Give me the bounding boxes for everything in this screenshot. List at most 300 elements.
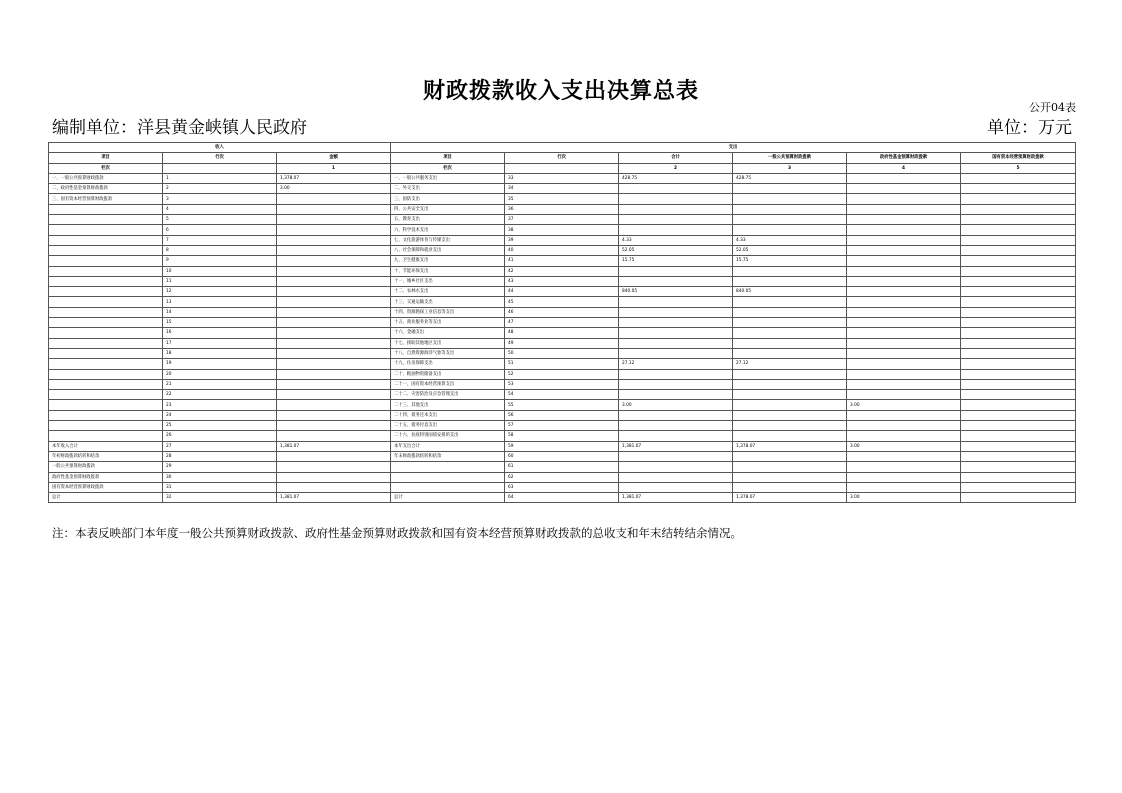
state-capital-cell — [961, 493, 1076, 503]
income-item-cell: 本年收入合计 — [49, 441, 163, 451]
table-row — [49, 225, 1076, 235]
state-capital-cell — [961, 225, 1076, 235]
expense-line-cell: 36 — [505, 204, 619, 214]
gov-fund-cell — [847, 369, 961, 379]
gov-fund-cell — [847, 245, 961, 255]
expense-item-cell — [391, 472, 505, 482]
total-cell: 840.05 — [619, 287, 733, 297]
general-budget-cell — [733, 410, 847, 420]
general-budget-cell — [733, 225, 847, 235]
expense-item-cell: 十七、援助其他地区支出 — [391, 338, 505, 348]
income-line-cell: 19 — [163, 359, 277, 369]
total-header: 合计 — [619, 153, 733, 163]
income-amount-cell — [277, 256, 391, 266]
expense-item-cell: 二十一、国有资本经营预算支出 — [391, 379, 505, 389]
state-capital-cell — [961, 379, 1076, 389]
expense-line-cell: 48 — [505, 328, 619, 338]
total-cell — [619, 266, 733, 276]
gov-fund-cell — [847, 297, 961, 307]
income-amount-cell — [277, 410, 391, 420]
total-cell — [619, 369, 733, 379]
income-amount-cell — [277, 328, 391, 338]
expense-item-cell: 总计 — [391, 493, 505, 503]
income-item-cell: 三、国有资本经营预算财政拨款 — [49, 194, 163, 204]
total-cell — [619, 482, 733, 492]
state-capital-cell — [961, 369, 1076, 379]
income-item-cell — [49, 318, 163, 328]
state-capital-cell — [961, 287, 1076, 297]
col-index-4: 4 — [847, 163, 961, 173]
state-capital-cell — [961, 451, 1076, 461]
income-item-cell: 年初财政拨款结转和结余 — [49, 451, 163, 461]
col-index-blank — [163, 163, 277, 173]
expense-item-cell: 二十三、其他支出 — [391, 400, 505, 410]
gov-fund-cell — [847, 184, 961, 194]
general-budget-cell — [733, 276, 847, 286]
total-cell — [619, 348, 733, 358]
income-line-cell: 1 — [163, 173, 277, 183]
state-capital-cell — [961, 338, 1076, 348]
table-row — [49, 194, 1076, 204]
page-title: 财政拨款收入支出决算总表 — [422, 78, 699, 104]
col-index-2: 2 — [619, 163, 733, 173]
general-budget-cell: 15.75 — [733, 256, 847, 266]
expense-item-cell: 五、教育支出 — [391, 215, 505, 225]
income-amount-cell — [277, 462, 391, 472]
income-item-cell — [49, 215, 163, 225]
state-capital-cell — [961, 245, 1076, 255]
expense-line-cell: 47 — [505, 318, 619, 328]
general-budget-cell: 428.75 — [733, 173, 847, 183]
total-cell: 15.75 — [619, 256, 733, 266]
state-capital-cell — [961, 472, 1076, 482]
income-line-cell: 8 — [163, 245, 277, 255]
state-capital-cell — [961, 194, 1076, 204]
state-capital-cell — [961, 184, 1076, 194]
state-capital-cell — [961, 318, 1076, 328]
income-item-cell — [49, 348, 163, 358]
gov-fund-cell — [847, 338, 961, 348]
expense-line-header: 行次 — [505, 153, 619, 163]
table-row — [49, 421, 1076, 431]
income-amount-cell — [277, 421, 391, 431]
expense-line-cell: 53 — [505, 379, 619, 389]
income-item-cell — [49, 287, 163, 297]
income-amount-cell — [277, 431, 391, 441]
total-cell — [619, 390, 733, 400]
general-budget-cell — [733, 369, 847, 379]
gov-fund-cell — [847, 379, 961, 389]
income-item-cell — [49, 328, 163, 338]
table-row — [49, 493, 1076, 503]
expense-line-cell: 59 — [505, 441, 619, 451]
table-row — [49, 297, 1076, 307]
income-line-cell: 5 — [163, 215, 277, 225]
gov-fund-cell — [847, 431, 961, 441]
total-cell: 4.33 — [619, 235, 733, 245]
gov-fund-cell — [847, 421, 961, 431]
total-cell — [619, 307, 733, 317]
gov-fund-cell — [847, 235, 961, 245]
expense-item-cell: 六、科学技术支出 — [391, 225, 505, 235]
gov-fund-cell — [847, 451, 961, 461]
income-line-cell: 7 — [163, 235, 277, 245]
income-item-cell — [49, 410, 163, 420]
expense-item-cell: 八、社会保障和就业支出 — [391, 245, 505, 255]
expense-item-cell: 十二、农林水支出 — [391, 287, 505, 297]
state-capital-cell — [961, 348, 1076, 358]
income-line-cell: 23 — [163, 400, 277, 410]
income-amount-cell — [277, 369, 391, 379]
general-budget-cell — [733, 482, 847, 492]
table-row — [49, 235, 1076, 245]
table-row — [49, 390, 1076, 400]
table-row — [49, 215, 1076, 225]
state-capital-cell — [961, 328, 1076, 338]
state-capital-cell — [961, 297, 1076, 307]
income-amount-cell — [277, 359, 391, 369]
expense-item-cell: 十、节能环保支出 — [391, 266, 505, 276]
income-line-cell: 17 — [163, 338, 277, 348]
expense-line-cell: 43 — [505, 276, 619, 286]
state-capital-cell — [961, 462, 1076, 472]
total-cell — [619, 472, 733, 482]
general-budget-cell: 840.05 — [733, 287, 847, 297]
total-cell — [619, 421, 733, 431]
general-budget-cell — [733, 462, 847, 472]
gov-fund-cell — [847, 318, 961, 328]
income-amount-cell: 1,381.07 — [277, 441, 391, 451]
income-item-cell — [49, 235, 163, 245]
total-cell — [619, 462, 733, 472]
col-index-5: 5 — [961, 163, 1076, 173]
income-amount-cell — [277, 482, 391, 492]
income-item-cell — [49, 307, 163, 317]
general-budget-cell — [733, 328, 847, 338]
total-cell — [619, 318, 733, 328]
gov-fund-cell: 3.00 — [847, 493, 961, 503]
total-cell — [619, 328, 733, 338]
total-cell — [619, 225, 733, 235]
general-budget-cell: 4.33 — [733, 235, 847, 245]
expense-line-cell: 35 — [505, 194, 619, 204]
expense-item-cell: 二十二、灾害防治及应急管理支出 — [391, 390, 505, 400]
income-amount-cell — [277, 225, 391, 235]
income-item-cell — [49, 421, 163, 431]
section-header-row — [49, 143, 1076, 153]
table-row — [49, 184, 1076, 194]
expense-line-cell: 61 — [505, 462, 619, 472]
table-row — [49, 359, 1076, 369]
gov-fund-cell — [847, 348, 961, 358]
income-line-cell: 12 — [163, 287, 277, 297]
general-budget-cell — [733, 431, 847, 441]
table-row — [49, 318, 1076, 328]
general-budget-cell — [733, 204, 847, 214]
expense-line-cell: 49 — [505, 338, 619, 348]
income-line-cell: 13 — [163, 297, 277, 307]
income-amount-cell: 3.00 — [277, 184, 391, 194]
table-row — [49, 276, 1076, 286]
column-header-row — [49, 153, 1076, 163]
income-line-cell: 31 — [163, 482, 277, 492]
expense-item-cell: 十一、城乡社区支出 — [391, 276, 505, 286]
income-item-cell — [49, 338, 163, 348]
total-cell: 1,381.07 — [619, 493, 733, 503]
table-row — [49, 173, 1076, 183]
expense-item-cell: 十九、住房保障支出 — [391, 359, 505, 369]
general-budget-cell — [733, 472, 847, 482]
expense-item-cell: 二、外交支出 — [391, 184, 505, 194]
state-capital-cell — [961, 276, 1076, 286]
state-capital-cell — [961, 359, 1076, 369]
expense-line-cell: 41 — [505, 256, 619, 266]
general-budget-cell — [733, 297, 847, 307]
gov-fund-cell — [847, 359, 961, 369]
income-line-cell: 2 — [163, 184, 277, 194]
gov-fund-cell — [847, 328, 961, 338]
expense-item-cell: 二十、粮油物资储备支出 — [391, 369, 505, 379]
income-amount-cell: 1,381.07 — [277, 493, 391, 503]
gov-fund-cell — [847, 173, 961, 183]
gov-fund-cell — [847, 462, 961, 472]
income-amount-cell — [277, 276, 391, 286]
table-row — [49, 431, 1076, 441]
income-line-cell: 21 — [163, 379, 277, 389]
expense-line-cell: 58 — [505, 431, 619, 441]
general-budget-cell — [733, 451, 847, 461]
income-item-header: 项目 — [49, 153, 163, 163]
general-budget-cell — [733, 194, 847, 204]
income-item-cell — [49, 266, 163, 276]
table-row — [49, 379, 1076, 389]
footnote: 注：本表反映部门本年度一般公共预算财政拨款、政府性基金预算财政拨款和国有资本经营预算财政拨款的总收支和年末结转结余情况。 — [52, 526, 742, 540]
col-index-1: 1 — [277, 163, 391, 173]
income-amount-cell — [277, 266, 391, 276]
income-item-cell — [49, 359, 163, 369]
income-amount-cell — [277, 338, 391, 348]
table-row — [49, 307, 1076, 317]
income-line-cell: 28 — [163, 451, 277, 461]
col-index-3: 3 — [733, 163, 847, 173]
general-budget-cell — [733, 421, 847, 431]
income-amount-cell — [277, 204, 391, 214]
gov-fund-cell — [847, 194, 961, 204]
general-budget-cell — [733, 307, 847, 317]
table-row — [49, 369, 1076, 379]
state-capital-cell — [961, 410, 1076, 420]
income-amount-cell — [277, 287, 391, 297]
col-index-blank-expense — [505, 163, 619, 173]
expense-item-cell: 七、文化旅游体育与传媒支出 — [391, 235, 505, 245]
state-capital-cell — [961, 235, 1076, 245]
expense-line-cell: 46 — [505, 307, 619, 317]
income-line-header: 行次 — [163, 153, 277, 163]
gov-fund-header: 政府性基金预算财政拨款 — [847, 153, 961, 163]
expense-item-cell: 本年支出合计 — [391, 441, 505, 451]
form-number: 公开04表 — [1029, 101, 1076, 114]
income-amount-cell — [277, 297, 391, 307]
income-item-cell: 一般公共预算财政拨款 — [49, 462, 163, 472]
table-row — [49, 266, 1076, 276]
expense-line-cell: 56 — [505, 410, 619, 420]
expense-line-cell: 55 — [505, 400, 619, 410]
expense-item-cell: 二十六、抗疫特别国债安排的支出 — [391, 431, 505, 441]
income-amount-cell: 1,378.07 — [277, 173, 391, 183]
income-item-cell — [49, 431, 163, 441]
general-budget-cell — [733, 266, 847, 276]
income-item-cell — [49, 297, 163, 307]
state-capital-cell — [961, 390, 1076, 400]
income-line-cell: 27 — [163, 441, 277, 451]
income-line-cell: 9 — [163, 256, 277, 266]
general-budget-cell — [733, 318, 847, 328]
table-row — [49, 462, 1076, 472]
gov-fund-cell — [847, 287, 961, 297]
table-row — [49, 441, 1076, 451]
state-capital-cell — [961, 441, 1076, 451]
total-cell — [619, 276, 733, 286]
income-line-cell: 20 — [163, 369, 277, 379]
table-row — [49, 482, 1076, 492]
income-item-cell — [49, 390, 163, 400]
income-amount-cell — [277, 472, 391, 482]
income-line-cell: 30 — [163, 472, 277, 482]
unit-label: 单位：万元 — [987, 118, 1072, 138]
income-item-cell: 政府性基金预算财政拨款 — [49, 472, 163, 482]
expense-item-cell: 十五、商业服务业等支出 — [391, 318, 505, 328]
state-capital-cell — [961, 173, 1076, 183]
general-budget-cell: 52.05 — [733, 245, 847, 255]
state-capital-cell — [961, 266, 1076, 276]
general-budget-cell — [733, 338, 847, 348]
expense-item-cell: 四、公共安全支出 — [391, 204, 505, 214]
income-amount-cell — [277, 235, 391, 245]
income-header: 收入 — [49, 143, 391, 153]
expense-item-cell: 三、国防支出 — [391, 194, 505, 204]
income-line-cell: 3 — [163, 194, 277, 204]
gov-fund-cell — [847, 266, 961, 276]
state-capital-cell — [961, 421, 1076, 431]
income-line-cell: 10 — [163, 266, 277, 276]
total-cell — [619, 379, 733, 389]
income-item-cell — [49, 245, 163, 255]
total-cell — [619, 297, 733, 307]
gov-fund-cell: 3.00 — [847, 400, 961, 410]
income-item-cell — [49, 256, 163, 266]
expense-item-cell: 一、一般公共服务支出 — [391, 173, 505, 183]
expense-item-cell: 二十四、债务还本支出 — [391, 410, 505, 420]
expense-line-cell: 33 — [505, 173, 619, 183]
expense-line-cell: 45 — [505, 297, 619, 307]
expense-line-cell: 44 — [505, 287, 619, 297]
income-item-cell — [49, 276, 163, 286]
income-amount-cell — [277, 348, 391, 358]
total-cell — [619, 215, 733, 225]
income-line-cell: 32 — [163, 493, 277, 503]
expense-line-cell: 50 — [505, 348, 619, 358]
income-amount-cell — [277, 215, 391, 225]
expense-line-cell: 54 — [505, 390, 619, 400]
income-item-cell: 国有资本经营预算财政拨款 — [49, 482, 163, 492]
table-row — [49, 410, 1076, 420]
table-row — [49, 472, 1076, 482]
income-line-cell: 6 — [163, 225, 277, 235]
gov-fund-cell — [847, 307, 961, 317]
expense-line-cell: 60 — [505, 451, 619, 461]
col-index-label: 栏次 — [49, 163, 163, 173]
gov-fund-cell — [847, 410, 961, 420]
expense-line-cell: 42 — [505, 266, 619, 276]
gov-fund-cell — [847, 225, 961, 235]
gov-fund-cell — [847, 276, 961, 286]
expense-line-cell: 62 — [505, 472, 619, 482]
total-cell: 52.05 — [619, 245, 733, 255]
expense-line-cell: 39 — [505, 235, 619, 245]
income-amount-header: 金额 — [277, 153, 391, 163]
column-index-row — [49, 163, 1076, 173]
general-budget-header: 一般公共预算财政拨款 — [733, 153, 847, 163]
income-item-cell — [49, 400, 163, 410]
expense-item-cell: 年末财政拨款结转和结余 — [391, 451, 505, 461]
total-cell: 428.75 — [619, 173, 733, 183]
expense-item-cell: 十三、交通运输支出 — [391, 297, 505, 307]
gov-fund-cell — [847, 472, 961, 482]
gov-fund-cell — [847, 390, 961, 400]
expense-line-cell: 57 — [505, 421, 619, 431]
table-row — [49, 451, 1076, 461]
expense-line-cell: 40 — [505, 245, 619, 255]
gov-fund-cell — [847, 204, 961, 214]
income-amount-cell — [277, 451, 391, 461]
budget-table — [48, 142, 1076, 503]
income-amount-cell — [277, 400, 391, 410]
total-cell — [619, 431, 733, 441]
expense-line-cell: 51 — [505, 359, 619, 369]
income-amount-cell — [277, 379, 391, 389]
gov-fund-cell — [847, 256, 961, 266]
general-budget-cell — [733, 390, 847, 400]
income-item-cell: 二、政府性基金预算财政拨款 — [49, 184, 163, 194]
organization-label: 编制单位：洋县黄金峡镇人民政府 — [52, 118, 307, 138]
expense-header: 支出 — [391, 143, 1076, 153]
expense-item-cell: 十四、资源勘探工业信息等支出 — [391, 307, 505, 317]
table-row — [49, 256, 1076, 266]
table-row — [49, 338, 1076, 348]
table-row — [49, 245, 1076, 255]
general-budget-cell — [733, 184, 847, 194]
general-budget-cell — [733, 400, 847, 410]
general-budget-cell: 27.12 — [733, 359, 847, 369]
general-budget-cell — [733, 348, 847, 358]
expense-item-cell: 十六、金融支出 — [391, 328, 505, 338]
table-row — [49, 348, 1076, 358]
income-amount-cell — [277, 318, 391, 328]
general-budget-cell: 1,378.07 — [733, 441, 847, 451]
table-row — [49, 328, 1076, 338]
gov-fund-cell — [847, 482, 961, 492]
col-index-label-expense: 栏次 — [391, 163, 505, 173]
state-capital-header: 国有资本经营预算财政拨款 — [961, 153, 1076, 163]
total-cell: 27.12 — [619, 359, 733, 369]
income-amount-cell — [277, 245, 391, 255]
total-cell: 1,381.07 — [619, 441, 733, 451]
income-line-cell: 29 — [163, 462, 277, 472]
expense-item-cell: 十八、自然资源海洋气象等支出 — [391, 348, 505, 358]
total-cell — [619, 204, 733, 214]
state-capital-cell — [961, 400, 1076, 410]
income-amount-cell — [277, 390, 391, 400]
